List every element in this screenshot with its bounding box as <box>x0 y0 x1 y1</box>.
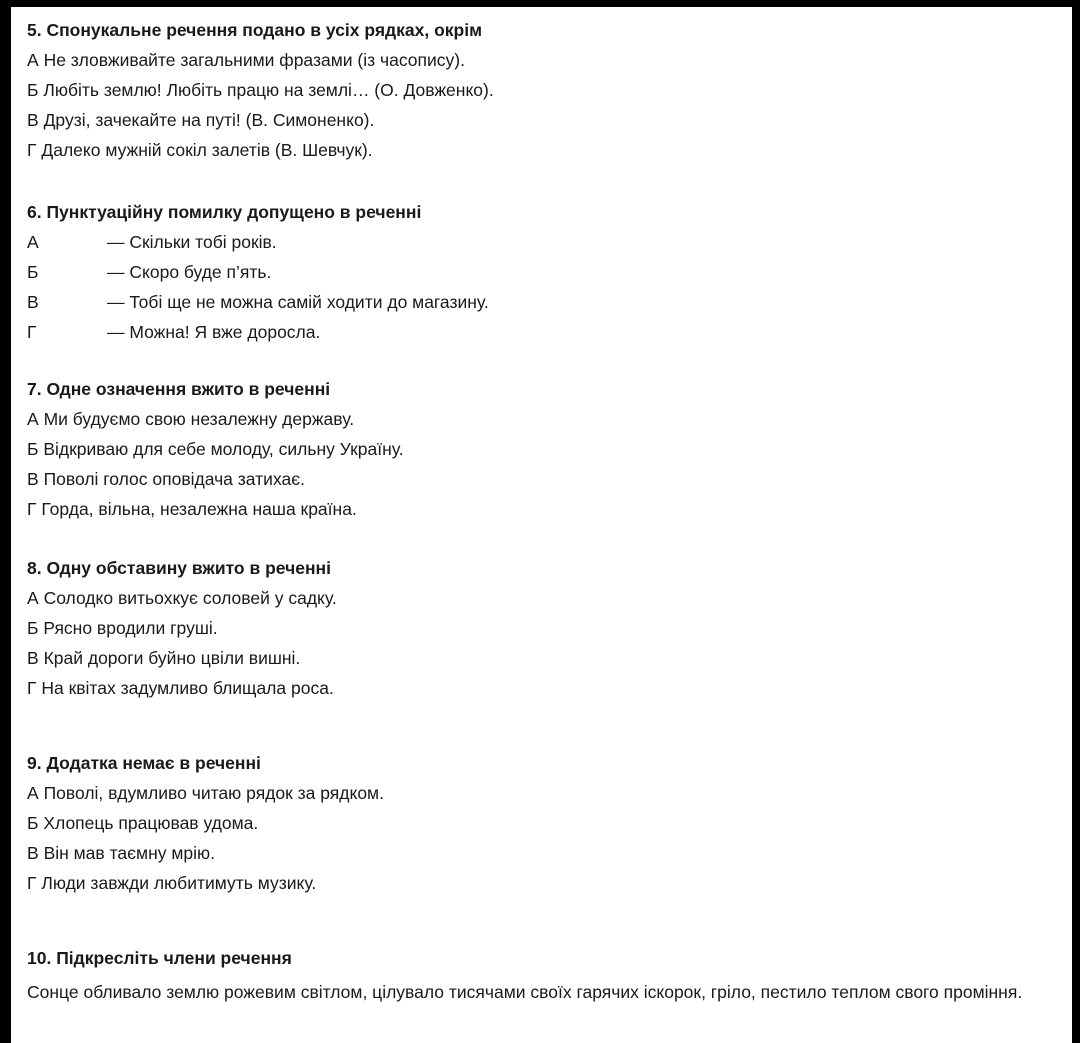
document-page <box>11 7 1072 1043</box>
answer-option <box>27 291 1056 321</box>
option-text: Ми будуємо свою незалежну державу. <box>43 409 355 429</box>
question-6 <box>27 201 1056 351</box>
answer-option <box>27 408 1056 438</box>
question-9 <box>27 752 1056 902</box>
answer-option <box>27 139 1056 169</box>
option-letter: Б <box>27 80 39 100</box>
option-letter: А <box>27 409 39 429</box>
answer-option <box>27 468 1056 498</box>
option-text: Любіть землю! Любіть працю на землі… (О. Довженко). <box>43 80 494 100</box>
answer-option <box>27 617 1056 647</box>
answer-option <box>27 842 1056 872</box>
question-title: 8. Одну обставину вжито в реченні <box>27 558 331 578</box>
option-letter: Г <box>27 873 37 893</box>
option-text: Хлопець працював удома. <box>43 813 259 833</box>
answer-option <box>27 438 1056 468</box>
answer-option <box>27 677 1056 707</box>
answer-option <box>27 231 1056 261</box>
option-text: — Можна! Я вже доросла. <box>107 322 321 342</box>
option-letter: Б <box>27 439 39 459</box>
question-8 <box>27 557 1056 707</box>
option-letter: В <box>27 648 39 668</box>
option-text: — Скоро буде п’ять. <box>107 262 272 282</box>
option-letter: А <box>27 232 39 252</box>
option-text: — Тобі ще не можна самій ходити до магазину. <box>107 292 489 312</box>
question-title: 6. Пунктуаційну помилку допущено в реченні <box>27 202 422 222</box>
answer-option <box>27 587 1056 617</box>
option-text: Солодко витьохкує соловей у садку. <box>43 588 337 608</box>
answer-option <box>27 261 1056 291</box>
option-letter: Б <box>27 262 39 282</box>
answer-option <box>27 812 1056 842</box>
option-letter: Б <box>27 618 39 638</box>
option-text: Край дороги буйно цвіли вишні. <box>43 648 301 668</box>
option-text: Горда, вільна, незалежна наша країна. <box>41 499 357 519</box>
question-5 <box>27 19 1056 169</box>
question-title: 7. Одне означення вжито в реченні <box>27 379 331 399</box>
option-letter: В <box>27 469 39 489</box>
option-text: Поволі, вдумливо читаю рядок за рядком. <box>43 783 384 803</box>
answer-option <box>27 49 1056 79</box>
question-10 <box>27 947 1064 1007</box>
option-text: Далеко мужній сокіл залетів (В. Шевчук). <box>41 140 373 160</box>
answer-option <box>27 109 1056 139</box>
option-letter: А <box>27 588 39 608</box>
option-letter: В <box>27 110 39 130</box>
option-letter: А <box>27 783 39 803</box>
answer-option <box>27 782 1056 812</box>
option-text: Люди завжди любитимуть музику. <box>41 873 317 893</box>
answer-option <box>27 321 1056 351</box>
option-text: Відкриваю для себе молоду, сильну Україну. <box>43 439 404 459</box>
option-letter: В <box>27 843 39 863</box>
option-text: Не зловживайте загальними фразами (із часопису). <box>43 50 465 70</box>
option-letter: Г <box>27 140 37 160</box>
answer-option <box>27 79 1056 109</box>
option-text: Поволі голос оповідача затихає. <box>43 469 306 489</box>
answer-option <box>27 498 1056 528</box>
option-letter: Б <box>27 813 39 833</box>
option-letter: Г <box>27 678 37 698</box>
option-text: Він мав таємну мрію. <box>43 843 215 863</box>
sentence-text: Сонце обливало землю рожевим світлом, цілувало тисячами своїх гарячих іскорок, гріло, пестило теплом свого проміння. <box>27 982 1023 1002</box>
option-letter: Г <box>27 322 37 342</box>
answer-option <box>27 872 1056 902</box>
answer-option <box>27 647 1056 677</box>
question-title: 9. Додатка немає в реченні <box>27 753 261 773</box>
question-title: 10. Підкресліть члени речення <box>27 948 292 968</box>
option-letter: А <box>27 50 39 70</box>
question-7 <box>27 378 1056 528</box>
option-text: На квітах задумливо блищала роса. <box>41 678 334 698</box>
option-letter: В <box>27 292 39 312</box>
question-title: 5. Спонукальне речення подано в усіх рядках, окрім <box>27 20 483 40</box>
option-letter: Г <box>27 499 37 519</box>
option-text: — Скільки тобі років. <box>107 232 277 252</box>
option-text: Рясно вродили груші. <box>43 618 218 638</box>
option-text: Друзі, зачекайте на путі! (В. Симоненко). <box>43 110 375 130</box>
